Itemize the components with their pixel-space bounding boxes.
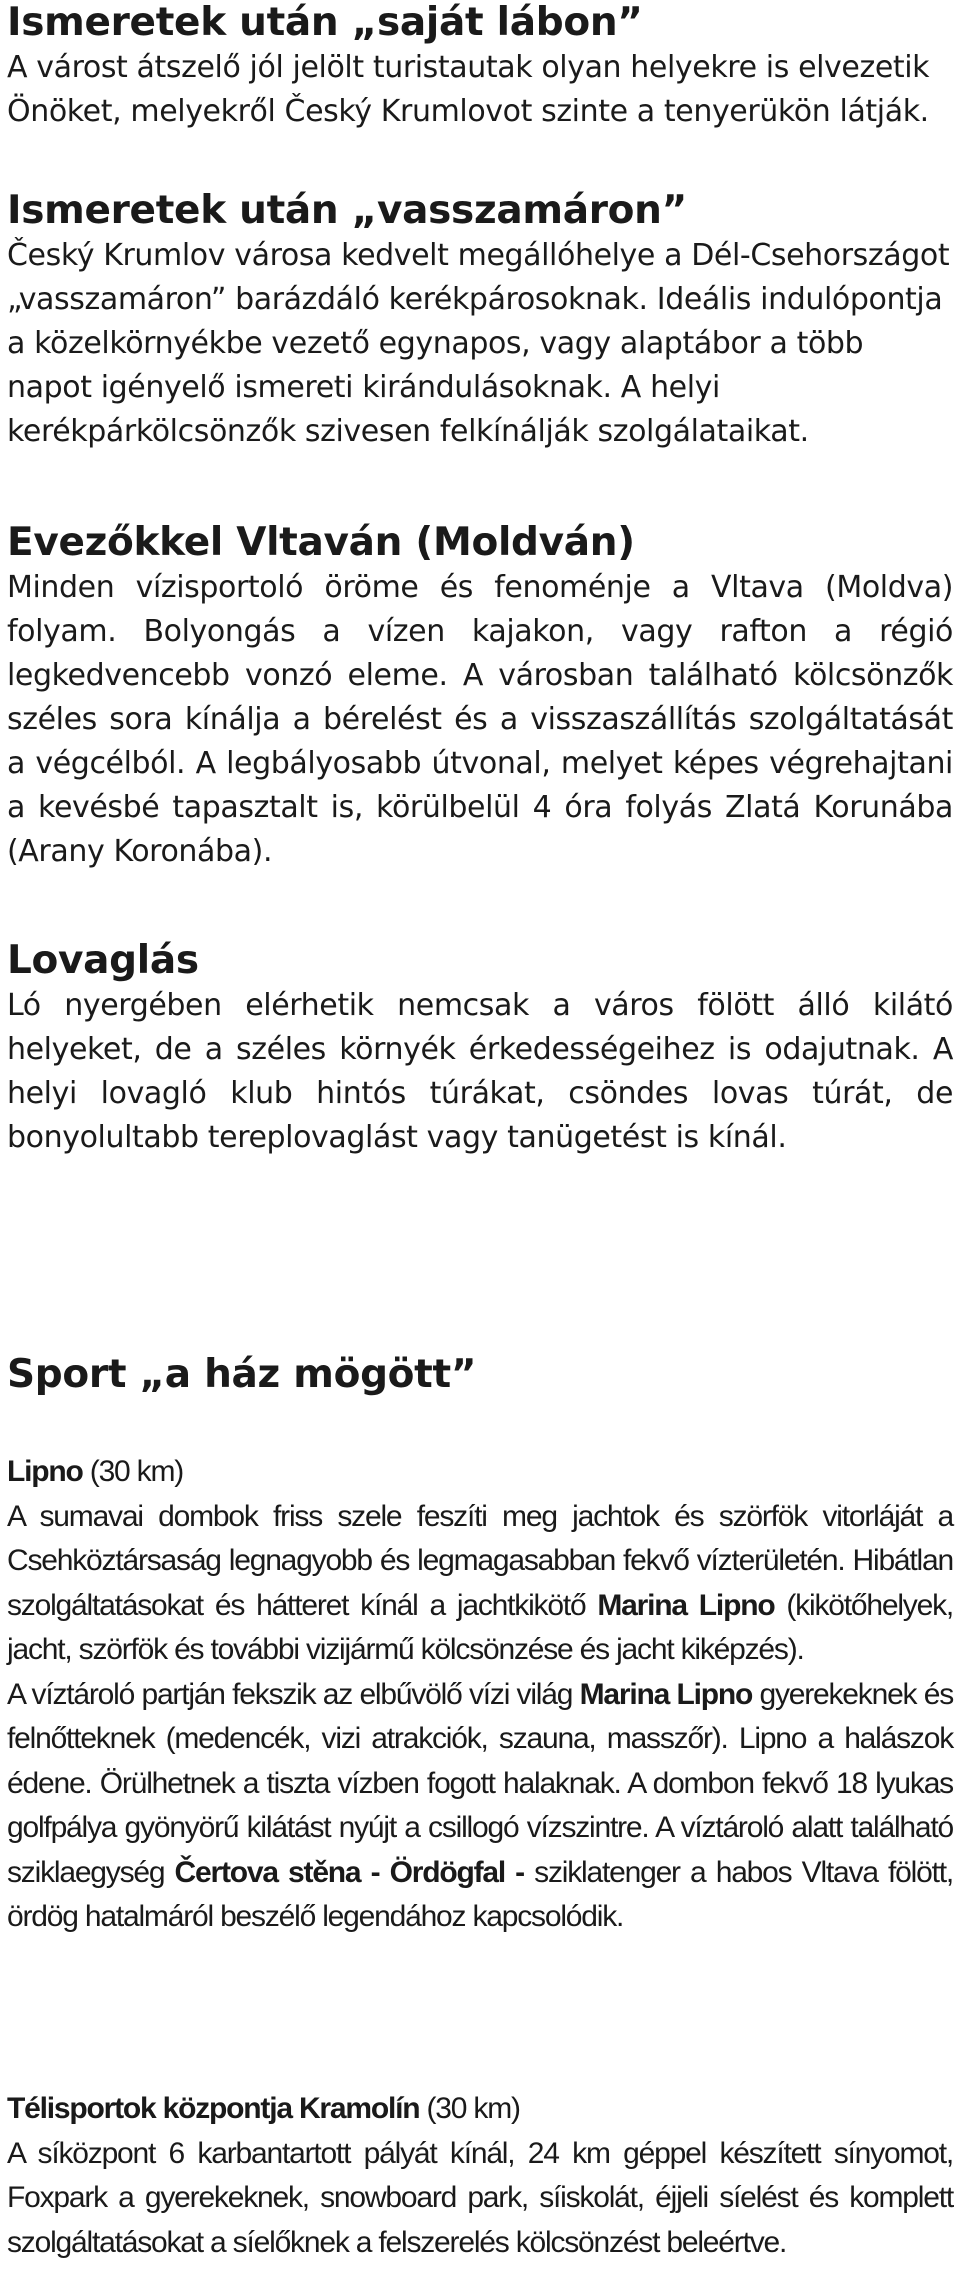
lipno-text: (kikötőhelyek, jacht, szörfök és további vizijármű kölcsönzése és jacht kiképzés). bbox=[7, 1588, 954, 1666]
kramolin-heading bbox=[7, 2087, 953, 2132]
kramolin-name: Télisportok központja Kramolín bbox=[7, 2092, 420, 2125]
section-body: Český Krumlov városa kedvelt megállóhelye a Dél-Csehországot „vasszamáron” barázdáló kerékpárosoknak. Ideális indulópontja a közelkörnyékbe vezető egynapos, vagy alaptábor a több napot igényelő ismereti kirándulásoknak. A helyi kerékpárkölcsönzők szivesen felkínálják szolgálataikat. bbox=[7, 238, 950, 449]
section-title: Evezőkkel Vltaván (Moldván) bbox=[7, 520, 635, 565]
section-own-feet bbox=[7, 0, 953, 134]
lipno-text: gyerekeknek és felnőtteknek (medencék, vizi atrakciók, szauna, masszőr). Lipno a halászok édene. Örülhetnek a tiszta vízben fogott halaknak. A dombon fekvő 18 lyukas golfpálya gyönyörű kilátást nyújt a csillogó vízszintre. A víztároló alatt található sziklaegység bbox=[7, 1677, 954, 1889]
lipno-text: sziklatenger a habos Vltava fölött, ördög hatalmáról beszélő legendához kapcsolódik. bbox=[7, 1855, 953, 1933]
section-body: Ló nyergében elérhetik nemcsak a város fölött álló kilátó helyeket, de a széles környék érkedességeihez is odajutnak. A helyi lovagló klub hintós túrákat, csöndes lovas túrát, de bonyolultabb tereplovaglást vagy tanügetést is kínál. bbox=[7, 988, 953, 1155]
section-kramolin bbox=[7, 2087, 953, 2265]
section-body: Minden vízisportoló öröme és fenoménje a Vltava (Moldva) folyam. Bolyongás a vízen kajakon, vagy rafton a régió legkedvencebb vonzó eleme. A városban található kölcsönzők széles sora kínálja a bérelést és a visszaszállítás szolgáltatását a végcélból. A legbályosabb útvonal, melyet képes végrehajtani a kevésbé tapasztalt is, körülbelül 4 óra folyás Zlatá Korunába (Arany Koronába). bbox=[7, 570, 953, 869]
section-title: Lovaglás bbox=[7, 938, 199, 983]
section-title: Sport „a ház mögött” bbox=[7, 1352, 477, 1397]
section-body: A várost átszelő jól jelölt turistautak olyan helyekre is elvezetik Önöket, melyekről Český Krumlovot szinte a tenyerükön látják. bbox=[7, 50, 930, 129]
lipno-name: Lipno bbox=[7, 1455, 83, 1488]
lipno-paragraph-2 bbox=[7, 1673, 953, 1940]
section-sport bbox=[7, 1352, 953, 1398]
lipno-heading bbox=[7, 1450, 953, 1495]
lipno-text: A sumavai dombok friss szele feszíti meg jachtok és szörfök vitorláját a Csehköztársaság legnagyobb és legmagasabban fekvő vízterületén. Hibátlan szolgáltatásokat és hátteret kínál a jachtkikötő bbox=[7, 1499, 953, 1622]
lipno-distance: (30 km) bbox=[82, 1455, 184, 1488]
lipno-text: A víztároló partján fekszik az elbűvölő vízi világ bbox=[7, 1677, 580, 1711]
marina-lipno-bold: Marina Lipno bbox=[579, 1677, 753, 1711]
section-paddling bbox=[7, 520, 953, 874]
kramolin-distance: (30 km) bbox=[419, 2092, 520, 2125]
section-title: Ismeretek után „vasszamáron” bbox=[7, 188, 687, 233]
section-title: Ismeretek után „saját lábon” bbox=[7, 0, 643, 45]
section-riding bbox=[7, 938, 953, 1160]
lipno-paragraph-1 bbox=[7, 1495, 953, 1673]
section-lipno bbox=[7, 1450, 953, 1940]
certova-stena-bold: Čertova stěna - Ördögfal - bbox=[174, 1855, 524, 1889]
marina-lipno-bold: Marina Lipno bbox=[597, 1588, 775, 1622]
section-bicycle bbox=[7, 188, 953, 454]
kramolin-body: A síközpont 6 karbantartott pályát kínál, 24 km géppel készített sínyomot, Foxpark a gyerekeknek, snowboard park, síiskolát, éjjeli síelést és komplett szolgáltatásokat a síelőknek a felszerelés kölcsönzést beleértve. bbox=[7, 2136, 953, 2259]
